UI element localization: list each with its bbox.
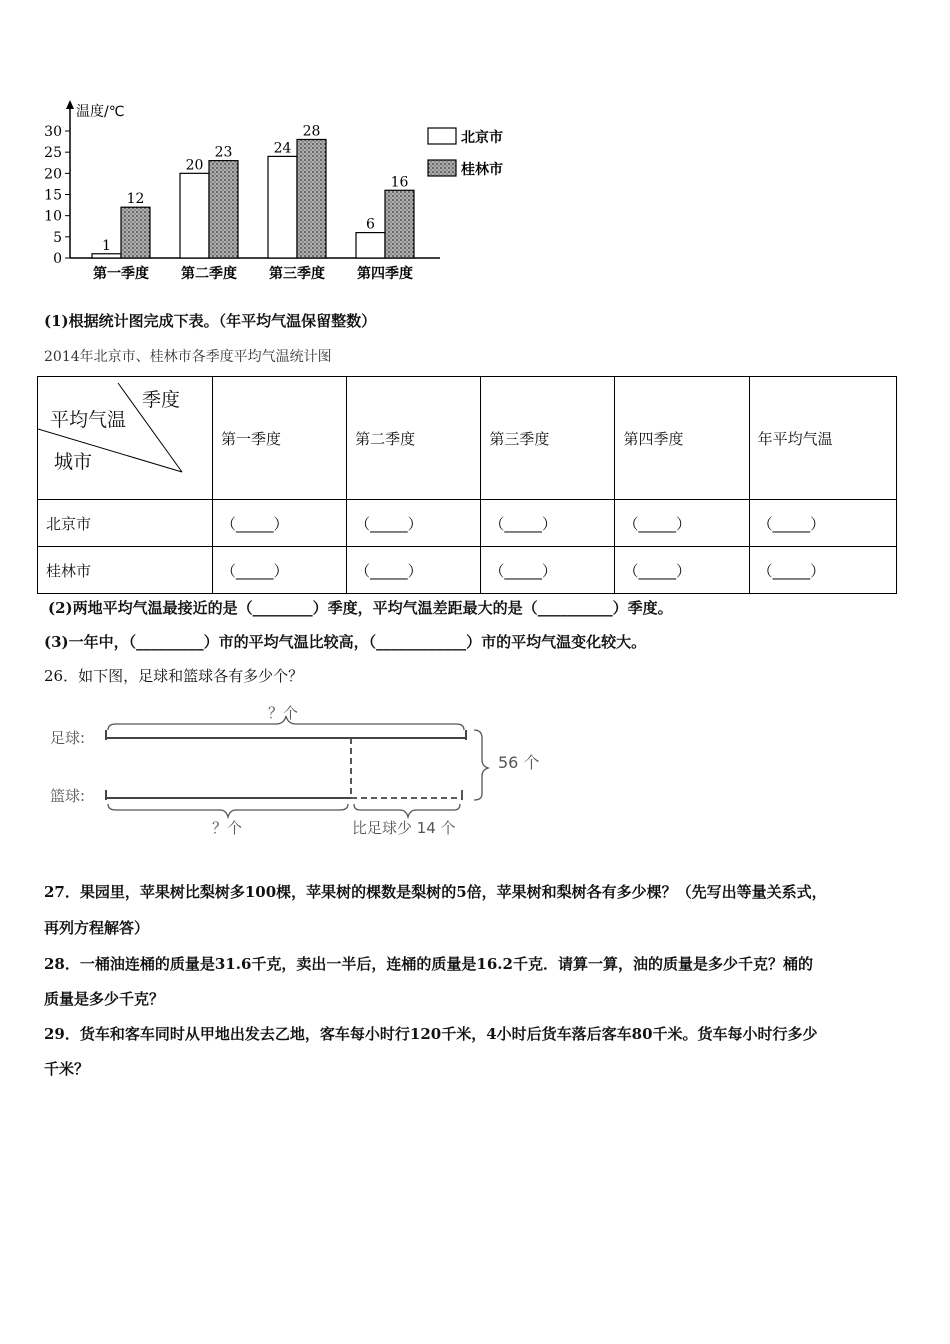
y-axis-arrow	[66, 100, 74, 109]
basketball-label: 篮球:	[50, 787, 86, 805]
legend-label: 北京市	[461, 130, 503, 146]
header-annual: 年平均气温	[749, 377, 896, 500]
legend-swatch	[428, 160, 456, 176]
line-segment-diagram	[44, 700, 564, 850]
answer-blank[interactable]: （_____）	[213, 500, 347, 547]
answer-blank[interactable]: （_____）	[749, 547, 896, 594]
q26-text: 26．如下图，足球和篮球各有多少个？	[44, 667, 304, 685]
data-label: 16	[390, 174, 409, 191]
data-label: 12	[126, 191, 145, 208]
temperature-bar-chart	[40, 95, 530, 290]
answer-blank[interactable]: （_____）	[347, 500, 481, 547]
bar	[121, 207, 150, 258]
diag-avg-temp-label: 平均气温	[50, 409, 127, 431]
diag-city-label: 城市	[54, 451, 93, 473]
data-label: 28	[302, 123, 321, 140]
data-label: 1	[102, 237, 111, 254]
header-q2: 第二季度	[347, 377, 481, 500]
q25-part1: (1)根据统计图完成下表。（年平均气温保留整数）	[44, 312, 377, 330]
right-brace	[474, 730, 488, 800]
q27-line1: 27．果园里，苹果树比梨树多100棵，苹果树的棵数是梨树的5倍，苹果树和梨树各有多少棵？（先写出等量关系式，	[44, 883, 827, 901]
header-q3: 第三季度	[481, 377, 615, 500]
temperature-table	[37, 376, 897, 594]
y-tick-label: 5	[53, 229, 62, 246]
total-label: 56 个	[498, 753, 540, 772]
q28-line2: 质量是多少千克？	[44, 990, 165, 1008]
q25-part2: (2)两地平均气温最接近的是（________）季度，平均气温差距最大的是（__________）季度。	[48, 599, 673, 617]
x-tick-label: 第三季度	[269, 266, 325, 282]
difference-label: 比足球少 14 个	[352, 819, 456, 837]
bottom-brace-difference	[354, 804, 460, 817]
y-tick-label: 20	[44, 166, 62, 183]
answer-blank[interactable]: （_____）	[481, 500, 615, 547]
diagonal-header-cell	[38, 377, 213, 500]
bar	[209, 161, 238, 258]
q27-line2: 再列方程解答）	[44, 919, 150, 937]
table-row	[38, 547, 897, 594]
diagonal-lines	[38, 377, 220, 499]
q29-line2: 千米？	[44, 1060, 90, 1078]
data-label: 20	[185, 157, 204, 174]
header-q1: 第一季度	[213, 377, 347, 500]
answer-blank[interactable]: （_____）	[749, 500, 896, 547]
data-label: 24	[273, 140, 292, 157]
answer-blank[interactable]: （_____）	[347, 547, 481, 594]
bar	[92, 254, 121, 258]
bar	[297, 139, 326, 258]
x-tick-label: 第四季度	[357, 266, 413, 282]
q28-line1: 28．一桶油连桶的质量是31.6千克，卖出一半后，连桶的质量是16.2千克．请算一算，油的质量是多少千克？桶的	[44, 955, 813, 973]
y-tick-label: 10	[44, 208, 62, 225]
y-tick-label: 0	[53, 251, 62, 267]
y-tick-label: 30	[44, 124, 62, 140]
answer-blank[interactable]: （_____）	[615, 500, 749, 547]
table-caption: 2014年北京市、桂林市各季度平均气温统计图	[44, 349, 332, 365]
city-beijing: 北京市	[38, 500, 213, 547]
legend-label: 桂林市	[461, 162, 503, 178]
legend-swatch	[428, 128, 456, 144]
x-tick-label: 第二季度	[181, 266, 237, 282]
bar	[268, 156, 297, 258]
answer-blank[interactable]: （_____）	[213, 547, 347, 594]
q29-line1: 29．货车和客车同时从甲地出发去乙地，客车每小时行120千米，4小时后货车落后客车80千米。货车每小时行多少	[44, 1025, 818, 1043]
top-question: ？个	[268, 704, 299, 722]
bottom-question: ？个	[212, 819, 243, 837]
data-label: 23	[214, 144, 233, 161]
bar	[385, 190, 414, 258]
football-label: 足球:	[50, 729, 86, 747]
x-tick-label: 第一季度	[93, 266, 149, 282]
y-axis-label: 温度/℃	[76, 104, 125, 120]
y-tick-label: 25	[44, 145, 62, 162]
table-row	[38, 500, 897, 547]
answer-blank[interactable]: （_____）	[615, 547, 749, 594]
bar	[356, 233, 385, 258]
y-tick-label: 15	[44, 187, 62, 204]
answer-blank[interactable]: （_____）	[481, 547, 615, 594]
diag-season-label: 季度	[142, 389, 181, 411]
bottom-brace-basketball	[108, 804, 348, 817]
bar	[180, 173, 209, 258]
q25-part3: (3)一年中，（_________）市的平均气温比较高，（____________）市的平均气温变化较大。	[44, 633, 647, 651]
data-label: 6	[366, 216, 375, 233]
city-guilin: 桂林市	[38, 547, 213, 594]
header-q4: 第四季度	[615, 377, 749, 500]
